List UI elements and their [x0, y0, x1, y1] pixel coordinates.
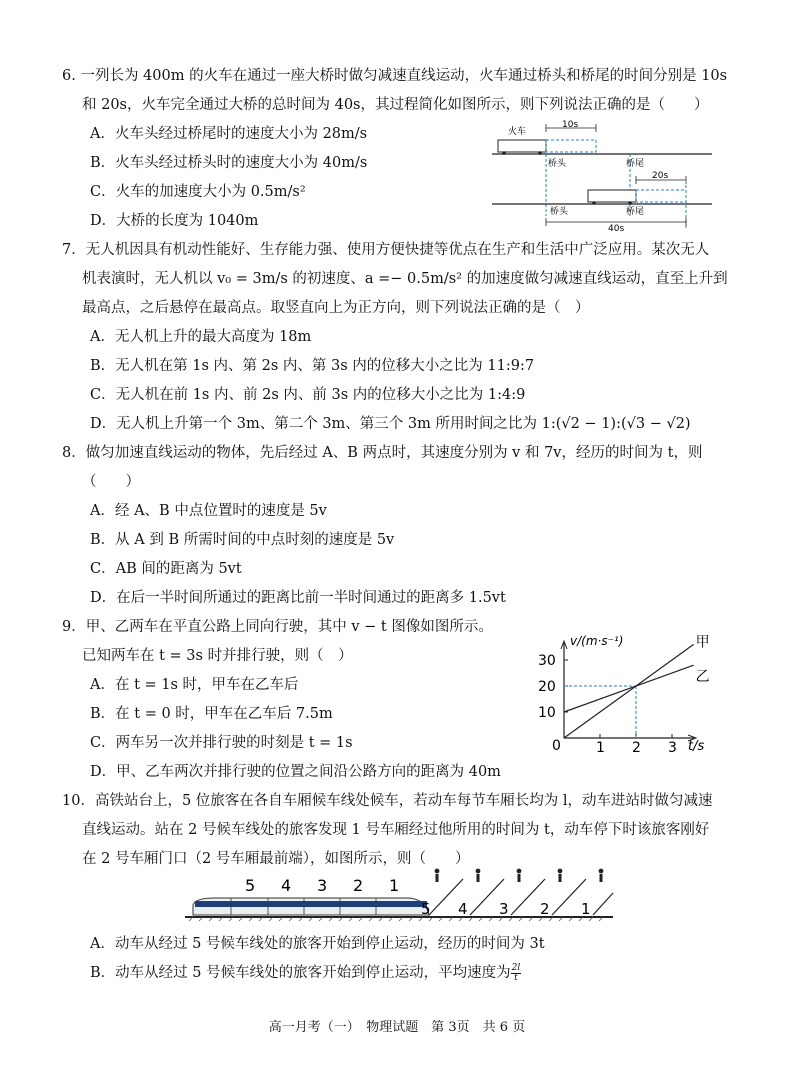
q10-train-platform-figure — [185, 865, 615, 925]
q10-passenger-icons — [435, 869, 604, 882]
q10-line-number-4: 4 — [458, 900, 468, 918]
q10-car-number-1: 1 — [389, 876, 400, 895]
x-tick-label-1: 1 — [596, 740, 605, 756]
q10-option-b-text: B．动车从经过 5 号候车线处的旅客开始到停止运动，平均速度为 — [90, 965, 511, 981]
q10-option-a: A．动车从经过 5 号候车线处的旅客开始到停止运动，经历的时间为 3t — [90, 936, 545, 952]
series-line-1 — [564, 644, 694, 738]
q6-bridge-head-bottom: 桥头 — [550, 207, 569, 217]
x-tick-label-2: 2 — [632, 740, 641, 756]
y-axis-label: v/(m·s⁻¹) — [570, 634, 624, 648]
q6-time-40s: 40s — [608, 224, 625, 233]
q10-car-number-5: 5 — [245, 876, 256, 895]
series-line-2 — [564, 665, 694, 712]
q6-train-label: 火车 — [508, 127, 527, 137]
q6-bridge-tail-top: 桥尾 — [626, 159, 645, 169]
q7-option-b: B．无人机在第 1s 内、第 2s 内、第 3s 内的位移大小之比为 11:9:7 — [90, 358, 535, 374]
x-tick-label-3: 3 — [668, 740, 677, 756]
q6-bridge-tail-bottom: 桥尾 — [626, 207, 645, 217]
q6-option-a: A．火车头经过桥尾时的速度大小为 28m/s — [90, 126, 368, 142]
q9-vt-chart — [530, 620, 730, 760]
q7-option-c: C．无人机在前 1s 内、前 2s 内、前 3s 内的位移大小之比为 1:4:9 — [90, 387, 526, 403]
q8-stem-line1: 8．做匀加速直线运动的物体，先后经过 A、B 两点时，其速度分别为 v 和 7v，经历的时间为 t，则 — [62, 445, 703, 461]
q6-stem-line1: 6. 一列长为 400m 的火车在通过一座大桥时做匀减速直线运动，火车通过桥头和桥尾的时间分别是 10s — [62, 68, 728, 84]
q6-train-top — [498, 140, 546, 152]
y-tick-label-10: 10 — [538, 705, 556, 721]
q8-option-a: A．经 A、B 中点位置时的速度是 5v — [90, 503, 327, 519]
x-axis-label: t/s — [688, 739, 705, 754]
q7-option-d: D．无人机上升第一个 3m、第二个 3m、第三个 3m 所用时间之比为 1:(√2 − 1):(√3 − √2) — [90, 416, 691, 432]
q10-stem-line2: 直线运动。站在 2 号候车线处的旅客发现 1 号车厢经过他所用的时间为 t，动车停下时该旅客刚好 — [82, 822, 710, 838]
q8-option-c: C．AB 间的距离为 5vt — [90, 561, 242, 577]
q10-car-number-3: 3 — [317, 876, 328, 895]
q8-option-d: D．在后一半时间所通过的距离比前一半时间通过的距离多 1.5vt — [90, 590, 506, 606]
q9-option-d: D．甲、乙车两次并排行驶的位置之间沿公路方向的距离为 40m — [90, 764, 501, 780]
q9-option-b: B．在 t = 0 时，甲车在乙车后 7.5m — [90, 706, 333, 722]
q10-option-b-fraction — [511, 964, 522, 983]
q10-line-number-3: 3 — [499, 900, 509, 918]
q6-option-b: B．火车头经过桥头时的速度大小为 40m/s — [90, 155, 368, 171]
q7-stem-line1: 7．无人机因具有机动性能好、生存能力强、使用方便快捷等优点在生产和生活中广泛应用。某次无人 — [62, 242, 710, 258]
q10-option-b-numerator: 2l — [511, 962, 521, 973]
q10-option-b — [90, 963, 521, 983]
q6-bridge-head-top: 桥头 — [548, 159, 567, 169]
q6-time-20s: 20s — [652, 171, 669, 181]
q9-option-a: A．在 t = 1s 时，甲车在乙车后 — [90, 677, 299, 693]
q8-option-b: B．从 A 到 B 所需时间的中点时刻的速度是 5v — [90, 532, 395, 548]
q7-stem-line3: 最高点，之后悬停在最高点。取竖直向上为正方向，则下列说法正确的是（ ） — [82, 300, 590, 316]
q6-option-d: D．大桥的长度为 1040m — [90, 213, 259, 229]
y-tick-label-30: 30 — [538, 653, 556, 669]
q10-line-number-2: 2 — [540, 900, 550, 918]
q8-stem-line2: （ ） — [82, 474, 140, 490]
q9-stem-line1: 9．甲、乙两车在平直公路上同向行驶，其中 v − t 图像如图所示。 — [62, 619, 493, 635]
q7-option-a: A．无人机上升的最大高度为 18m — [90, 329, 312, 345]
q6-train-bottom — [588, 190, 636, 202]
q6-option-c: C．火车的加速度大小为 0.5m/s² — [90, 184, 306, 200]
q6-train-bridge-figure — [490, 118, 720, 233]
q7-stem-line2: 机表演时，无人机以 v₀ = 3m/s 的初速度、a =− 0.5m/s² 的加速度做匀减速直线运动，直至上升到 — [82, 271, 728, 287]
q10-stem-line3: 在 2 号车厢门口（2 号车厢最前端），如图所示，则（ ） — [82, 851, 470, 867]
y-tick-label-20: 20 — [538, 679, 556, 695]
page-footer: 高一月考（一） 物理试题 第 3页 共 6 页 — [268, 1020, 526, 1035]
q10-stem-line1: 10．高铁站台上，5 位旅客在各自车厢候车线处候车，若动车每节车厢长均为 l，动车进站时做匀减速 — [62, 793, 713, 809]
origin-label: 0 — [552, 738, 561, 754]
q6-time-10s: 10s — [562, 120, 579, 130]
q10-line-number-5: 5 — [421, 900, 431, 918]
q9-option-c: C．两车另一次并排行驶的时刻是 t = 1s — [90, 735, 353, 751]
series-label-1: 甲 — [695, 634, 710, 651]
series-label-2: 乙 — [695, 669, 710, 686]
q6-stem-line2: 和 20s，火车完全通过大桥的总时间为 40s，其过程简化如图所示，则下列说法正确的是（ ） — [82, 97, 709, 113]
q10-line-number-1: 1 — [581, 900, 591, 918]
q10-car-number-2: 2 — [353, 876, 364, 895]
q10-car-number-4: 4 — [281, 876, 292, 895]
q9-stem-line2: 已知两车在 t = 3s 时并排行驶，则（ ） — [82, 648, 353, 664]
q10-option-b-denominator: t — [514, 972, 518, 983]
